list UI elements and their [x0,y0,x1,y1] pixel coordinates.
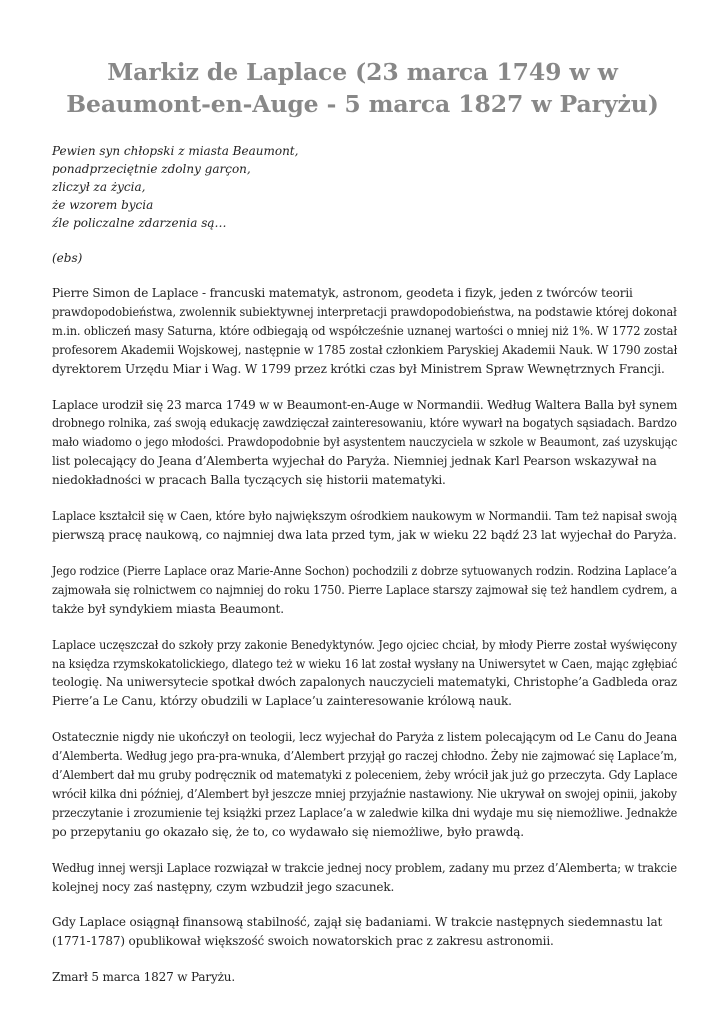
text-line: m.in. obliczeń masy Saturna, które odbiegają od współcześnie uznanej wartości o mniej niż 1%. W 1772 został [52,323,677,338]
paragraph-school [52,636,678,712]
text-line: pierwszą pracę naukową, co najmniej dwa lata przed tym, jak w wieku 22 bądź 23 lat wyjechał do Paryża. [52,527,677,542]
text-line: drobnego rolnika, zaś swoją edukację zawdzięczał zainteresowaniu, które wywarł na bogatych sąsiadach. Bardzo [52,416,677,431]
text-line: mało wiadomo o jego młodości. Prawdopodobnie był asystentem nauczyciela w szkole w Beaumont, zaś uzyskując [52,435,678,450]
text-line: Gdy Laplace osiągnął finansową stabilność, zajął się badaniami. W trakcie następnych siedemnastu lat [52,915,663,930]
text-line: kolejnej nocy zaś następny, czym wzbudził jego szacunek. [52,879,395,894]
text-line: zajmowała się rolnictwem co najmniej do roku 1750. Pierre Laplace starszy zajmował się też handlem cydrem, a [52,582,678,597]
paragraph-intro [52,284,678,379]
paragraph-parents [52,562,678,619]
poem-line: Pewien syn chłopski z miasta Beaumont, [52,144,299,158]
text-line: d’Alembert dał mu gruby podręcznik od matematyki z poleceniem, żeby wrócił jak już go przeczyta. Gdy Laplace [52,768,678,783]
paragraph-research [52,913,673,951]
text-line: dyrektorem Urzędu Miar i Wag. W 1799 przez krótki czas był Ministrem Spraw Wewnętrznych Francji. [52,361,665,376]
paragraph-death [52,968,673,987]
poem [52,142,673,232]
text-line: na księdza rzymskokatolickiego, dlatego też w wieku 16 lat został wysłany na Uniwersytet w Caen, mając zgłębiać [52,656,678,671]
title-line-1: Markiz de Laplace (23 marca 1749 w w [107,58,618,86]
text-line: Laplace kształcił się w Caen, które było największym ośrodkiem naukowym w Normandii. Tam też napisał swoją [52,509,678,524]
text-line: Pierre’a Le Canu, którzy obudzili w Laplace’u zainteresowanie królową nauk. [52,694,512,709]
text-line: d’Alemberta. Według jego pra-pra-wnuka, d’Alembert przyjął go raczej chłodno. Żeby nie zajmować się Laplace’m, [52,749,678,764]
paragraph-birth [52,396,678,491]
paragraph-dalembert [52,728,678,841]
page-title [52,56,673,120]
text-line: Ostatecznie nigdy nie ukończył on teologii, lecz wyjechał do Paryża z listem polecającym od Le Canu do Jeana [52,730,678,745]
text-line: Laplace uczęszczał do szkoły przy zakonie Benedyktynów. Jego ojciec chciał, by młody Pierre został wyświęcony [52,637,677,652]
text-line: Jego rodzice (Pierre Laplace oraz Marie-Anne Sochon) pochodzili z dobrze sytuowanych rodzin. Rodzina Laplace’a [52,563,677,578]
text-line: Zmarł 5 marca 1827 w Paryżu. [52,970,236,985]
text-line: prawdopodobieństwa, zwolennik subiektywnej interpretacji prawdopodobieństwa, na podstawie której dokonał [52,304,677,319]
text-line: niedokładności w pracach Balla tyczących się historii matematyki. [52,473,446,488]
text-line: wrócił kilka dni później, d’Alembert był jeszcze mniej przyjaźnie nastawiony. Nie ukrywał on swojej opinii, jakoby [52,786,677,801]
paragraph-education-caen [52,507,678,545]
text-line: profesorem Akademii Wojskowej, następnie w 1785 został członkiem Paryskiej Akademii Nauk. W 1790 został [52,342,678,357]
text-line: przeczytanie i zrozumienie tej książki przez Laplace’a w zaledwie kilka dni wydaje mu się niemożliwe. Jednakże [52,805,678,820]
title-line-2: Beaumont-en-Auge - 5 marca 1827 w Paryżu) [66,90,659,118]
text-line: list polecający do Jeana d’Alemberta wyjechał do Paryża. Niemniej jednak Karl Pearson wskazywał na [52,454,657,469]
text-line: Laplace urodził się 23 marca 1749 w w Beaumont-en-Auge w Normandii. Według Waltera Balla był synem [52,397,678,412]
poem-line: ponadprzeciętnie zdolny garçon, [52,162,251,176]
paragraph-other-version [52,859,677,897]
text-line: teologię. Na uniwersytecie spotkał dwóch zapalonych nauczycieli matematyki, Christophe’a Gadbleda oraz [52,675,678,690]
poem-line: źle policzalne zdarzenia są… [52,216,227,230]
poem-signature: (ebs) [52,251,83,265]
poem-line: że wzorem bycia [52,198,154,212]
text-line: po przepytaniu go okazało się, że to, co wydawało się niemożliwe, było prawdą. [52,824,524,839]
text-line: Pierre Simon de Laplace - francuski matematyk, astronom, geodeta i fizyk, jeden z twórców teorii [52,286,633,300]
text-line: Według innej wersji Laplace rozwiązał w trakcie jednej nocy problem, zadany mu przez d’Alemberta; w trakcie [52,860,677,875]
text-line: także był syndykiem miasta Beaumont. [52,601,284,616]
poem-line: zliczył za życia, [52,180,146,194]
text-line: (1771-1787) opublikował większość swoich nowatorskich prac z zakresu astronomii. [52,934,554,949]
